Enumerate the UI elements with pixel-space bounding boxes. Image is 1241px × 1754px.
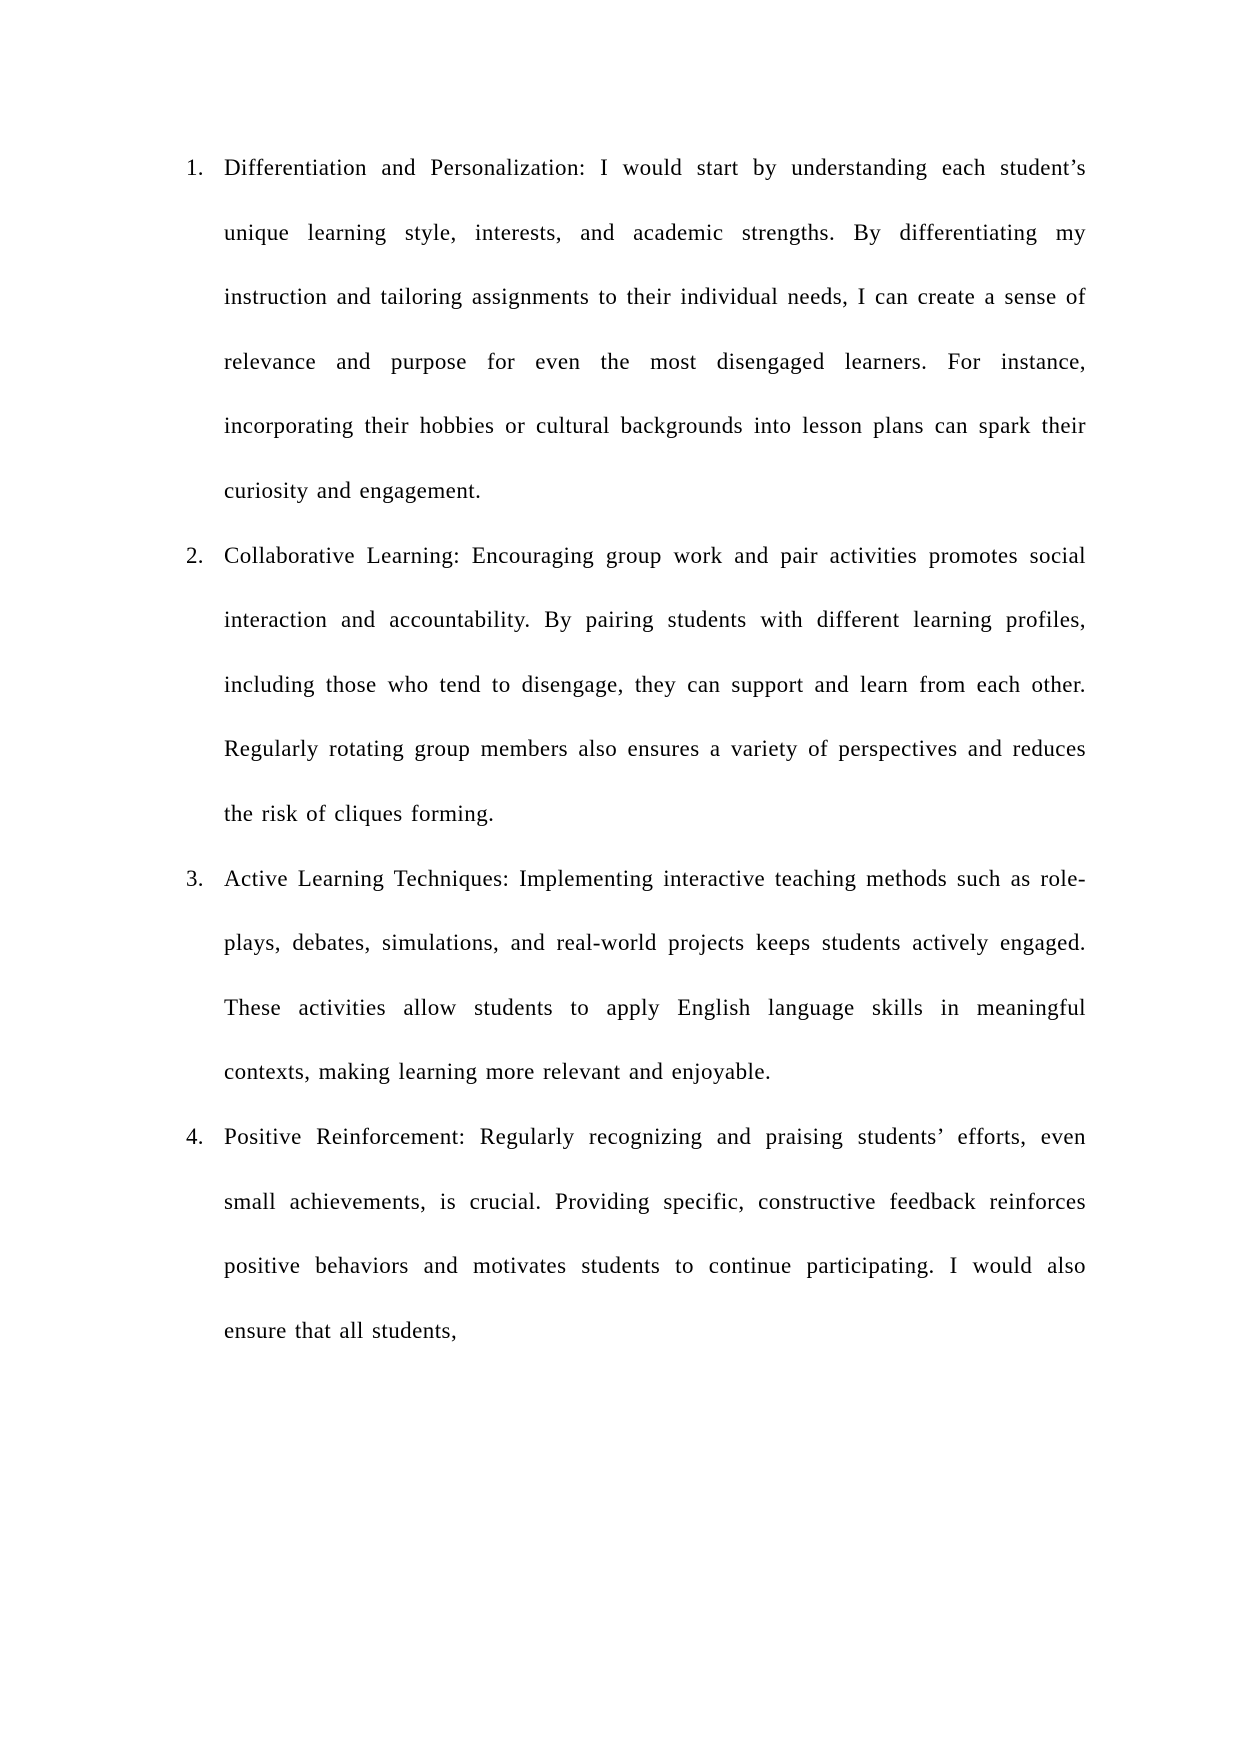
list-item-number: 2.	[186, 542, 204, 568]
list-item-text: Active Learning Techniques: Implementing interactive teaching methods such as role-plays, debates, simulations, and real-world projects keeps students actively engaged. These activities allow students to apply English language skills in meaningful contexts, making learning more relevant and enjoyable.	[224, 865, 1086, 1085]
list-item	[186, 847, 1086, 1105]
list-item-text: Collaborative Learning: Encouraging group work and pair activities promotes social interaction and accountability. By pairing students with different learning profiles, including those who tend to disengage, they can support and learn from each other. Regularly rotating group members also ensures a variety of perspectives and reduces the risk of cliques forming.	[224, 542, 1086, 826]
list-item	[186, 136, 1086, 524]
list-item-number: 1.	[186, 155, 204, 180]
numbered-list	[186, 136, 1086, 1363]
list-item-text: Differentiation and Personalization: I would start by understanding each student’s unique learning style, interests, and academic strengths. By differentiating my instruction and tailoring assignments to their individual needs, I can create a sense of relevance and purpose for even the most disengaged learners. For instance, incorporating their hobbies or cultural backgrounds into lesson plans can spark their curiosity and engagement.	[224, 155, 1086, 503]
list-item-number: 3.	[186, 865, 204, 891]
list-item	[186, 1105, 1086, 1363]
list-item	[186, 524, 1086, 847]
list-item-text: Positive Reinforcement: Regularly recognizing and praising students’ efforts, even small achievements, is crucial. Providing specific, constructive feedback reinforces positive behaviors and motivates students to continue participating. I would also ensure that all students,	[224, 1123, 1086, 1343]
list-item-number: 4.	[186, 1123, 204, 1149]
